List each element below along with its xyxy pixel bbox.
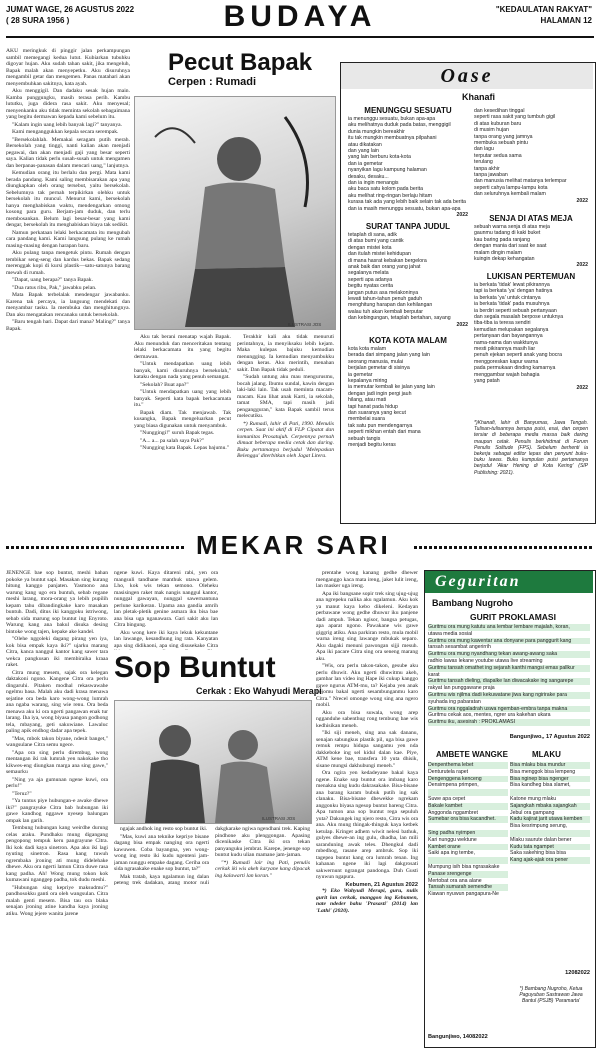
poem-gurit-proklamasi-title: GURIT PROKLAMASI	[470, 612, 556, 622]
poem-surat-tanpa-judul	[348, 222, 468, 328]
cerpen-paragraph: Kemudian orang itu berlalu dan pergi. Mata kami berada pandang. Kami saling membisarakan apa yang diungkapkan oleh orang tersebut, yaitu bersekolah. Sebelumnya tak pernah terpikirkan olehku untuk bersekolah itu muncul. Menurut kami, bersekolah hanya menghabiskan waktu, mendengarkan omong kosong para guru. Berjam-jam duduk, dan terlu membosankan. Belum lagi besar-besar yang kami dengar, bersekolah itu menghabiskan biaya tak sedikit.	[6, 170, 130, 228]
gurit-proklamasi-dateline: Bangunjiwo,, 17 Agustus 2022	[509, 734, 590, 740]
cerpen-paragraph: Mata Bapak terbelalak mendengar jawabanku. Karena tak percaya, ia langsung mendekati dan menyambar tasku. Ia membuka dan menghitungnya. Dan aku mengatakan rencanaku untuk bersekolah.	[6, 292, 130, 318]
cerkak-subtitle: Cerkak : Eko Wahyudi Merapi	[196, 686, 322, 696]
poem-ambete-wangke: Denpenthema lebet Denturutela rapet Dengenggena kenceng Densimpena primpen, Suwe apa cepet Bakale kambet Anggonda nggambret Sumebar ora bisa kacandhet. Sing padha nyimpen Kari nunggu wektune Kambet orane Saiki apa ing tembe, Mumpung isih bisa ngrasakake Panase srengenge Mertobat ora ana alane Tansah sumarah semendhe Kiawan nyuwun pangapura-Ne	[428, 762, 508, 898]
cerkak-paragraph: Tembung hubungan kang weirdhe durung celas araku. Pundhaku mung digangang pengopong tempuk keru pangrayune Citra. Iki kok dadi kaya sinetron. Apa aku iki lagi nyuting sinetron. Rasa kang tuwuh ngrembaka jroning ati mung didelehake dhewe. Aku ora ngerti lamun Citra duwe rasa kang padha. Ah! Wong mung tokon kok kumawani nganggep padha, tok dudu meshi.	[6, 825, 108, 883]
cerpen-column-2	[134, 334, 334, 522]
poem-senja-di-atas-meja	[474, 214, 588, 269]
cerkak-column-2	[114, 570, 218, 650]
poem-year: 2022	[456, 212, 468, 219]
geguritan-author: Bambang Nugroho	[432, 598, 513, 608]
cerpen-illustration	[134, 96, 336, 330]
poem-body: tetaplah di sana, adik di atas bumi yang cantik dengan mistei kota dan itulah mistei kehidupan di mana hasrat kebakan bergelora anak baik dan orang yang jahat segalanya melata seperti apa adanya begitu nyatas cerita jangan putus asa melakoninya lewati tahun-tahun penuh gaduh menghitung harapan dan kehilangan walau tuh akan kembali berputar dan kebingungan, tetaplah bertahan, sayang 2022	[348, 232, 468, 328]
cerkak-paragraph: Apa iki bangsane sopir trek sing ujug-ujug ana ngrepeku nalika aku ngalamun. Aku kok ya manut kaya kebo dikeleni. Kedayan perbawane wong gedhe dhuwur iku panjene dadi ampuh. Tekan ngisor, bangsa petugas, apa aparat ngono. Pawakane wis gawe giggrig atiku. Ana parkiran resto, mula mobil warna ireng sing lawange mbukak separo. Aku dagaki menuni pawongan sijji mesuh. Apa iki pacare Citra sing ora seneng marang aku.	[316, 590, 418, 662]
cerkak-paragraph: "Ning ya aja gumunan ngene kuwi, ora perlu!"	[6, 776, 108, 789]
cerkak-column-3	[114, 826, 310, 1046]
cerkak-column-4	[316, 570, 418, 1038]
cerkak-paragraph: "Mas, mbok takon biyane, ndesit banget," wangsulane Citra semu ngece.	[6, 735, 108, 748]
cerpen-paragraph: "Baru tengah hari. Dapat dari mana? Maling?" tanya Bapak.	[6, 319, 130, 332]
oase-header: Oase	[341, 63, 593, 89]
section-divider-left	[6, 546, 186, 549]
cerpen-paragraph: Aku pulang tanpa mengetuk pintu. Rumah dengan tembikar seng-seng dan kardus bekas. Bapak sedang merenggak kopi di kursi plastik—satu-satunya barang mewah di rumah.	[6, 250, 130, 276]
cerkak-paragraph: Ora ngira yen kedadeyane bakal kaya ngene. Enake sop buntut ora imbang karo menakna sing kudu dakrasakake. Bisa-bisane ana barang karam bubuk putih ing sak clanaku. Bisa-bisane dhewekke ngrekam anggonku biyasa ngesop buntut bareng Citra. Apa tumon ana sop buntut rega sepuluh yuta? Dakungek ing njero resto, Citra wis ora ana. Aku mung thingak-thinguk kaya ketbek ketulap. Kringet adhem wiwit nelesi bathuk, gulyes dhewe-an ing gulu, dhadha, lan mili saranduning awak teles. Dhengkul dadi mbedhog, rasane arep ambruk. Sop iki tagepea buntut kang ora lumrah tenan. Ing kahanan ngene iki lagi dakgrosati sakwernunt ngrangat pandonga. Duh Gusti nyuwun ngapura.	[316, 770, 418, 880]
cerpen-paragraph: "Sekolah? Buat apa?"	[140, 381, 189, 388]
poem-mlaku: Bisa mlaku bisa mundur Bisa menggok bisa lempeng Bisa nginep bisa ngenger Bisa kandheg bisa slamet, Katone mung mlaku Sajangkah mbaka sajangkah Jebul ora gampang Kadu kajirat jarit utawa kemben Bisa kesrimpung serung, Mlaku saurute dalan bener Kudu tata ngampet Saka sakehing bisa bisa Kang ajak-ajak ora pener	[510, 762, 590, 864]
cerpen-paragraph: "Sudah untung aku mau mengurusmu, bocah jalang. Ibumu sundal, kawin dengan laki-laki lain. Tak usah meminta macam-macam. Kau lihat anak Karti, ia sekolah, tamat SMA, tapi masih jadi pengangguran," kata Bapak sambil terus melecutiku.	[237, 374, 334, 419]
cerpen-paragraph: Terakhir kali aku tidak menuruti perintahnya, ia menyiksaku lebih kejam. Maka kulepas bajuku kemudian menungging. Ia kemudian menyambukku dengan keras. Aku merintih, menahan sakit. Dan Bapak tidak peduli.	[237, 334, 334, 373]
cerkak-paragraph: ngajak andhok ing resto sop buntut iki.	[120, 826, 208, 832]
cerpen-paragraph: Namun perkataan lelaki berkacamata itu mengubah cara pandang kami. Kami langsung pulang ke rumah masing-masing dengan harapan baru.	[6, 229, 130, 249]
cerpen-paragraph: Aku tak berani menatap wajah Bapak. Aku menunduk dan menceritakan tentang lelaki berkacamata itu yang begitu dermawan.	[134, 334, 231, 360]
page-title: BUDAYA	[223, 0, 377, 33]
poem-title: SURAT TANPA JUDUL	[365, 222, 451, 231]
poem-lukisan-pertemuan	[474, 272, 588, 391]
section-divider-right	[414, 546, 594, 549]
date-line: JUMAT WAGE, 26 AGUSTUS 2022	[6, 5, 135, 14]
ambete-wangke-dateline: Bangunjiwo, 14082022	[428, 1034, 488, 1040]
cerkak-illustration	[114, 700, 312, 824]
header-meta	[496, 4, 592, 26]
oase-author-bio: *)Khanafi, lahir di Banyumas, Jawa Tengah. Tulisan-tulisannya berupa puisi, esai, dan cerpen tersiar di beberapa media massa baik daring maupun cetak. Penulis berkhidmat di Forum Penulis Solitude (FPS). Sebelum berhenti ia bekerja sebagai editor lepas dan penyunt buku-buku lawas. Buku kumpulan puisi pertamanya berjudul 'Akar Hening di Kota Kering' (SIP Publishing: 2021).	[474, 420, 588, 476]
cerkak-paragraph: "Teruz?"	[12, 790, 32, 797]
cerkak-paragraph: "*) Rumadi lair ing Pati, penulis cerkak iki wis akeh karyane kang dipacak ing kalawarti lan koran."	[215, 859, 310, 879]
cerkak-column-1	[6, 570, 108, 1046]
cerpen-subtitle: Cerpen : Rumadi	[168, 76, 257, 88]
cerkak-paragraph: prentahe wong kanang gedhe dhewer menganggo kaca mata ireng, jaket lulit ireng, lan masker uga ireng.	[316, 570, 418, 589]
page-number: HALAMAN 12	[540, 16, 592, 25]
cerkak-paragraph: Aku ora bisa suwala, wong arep ngganduhe sabenthug rong tembung bae wis kedhisikan meneh.	[316, 709, 418, 729]
cerpen-paragraph: "Nungging kata Bapak. Lepas bajumu."	[140, 445, 230, 451]
cerkak-paragraph: "Wis, ora perlu takon-takon, gesube aku perlu dhuwit. Aku ngerti dhuwitmu akeh, gambar lan video ing Hape iki cukup kanggo gawe ngurus ATM-mu, ta? Kejaba yen anak bojomu bakal ngerti sesambunganmu karo Citra." Nrecel omonge wong sing ana ngero mobil.	[316, 663, 418, 708]
cerkak-paragraph: JENENGE bae sop buntut, meshi bahan pokoke ya buntut sapi. Masakan sing kurang hitung kanggo panjaten. Yasmono ana warung kang ugo era buntuh, sebab regane meshi larang, mora-orang ya lebih pupilih kepam tahu dibandingkake karo masakan buntuh. Dadi, ditus iki kanggoku istriwong, sebab sida marung sop buntut ing Enyroto. Warung kang ana bakul disuka desing bintoke wong tajen, kepake ake kandel.	[6, 570, 108, 635]
poem-body: sebuah warna senja di atas meja gaunmu tadang di kaki buket kau baring pada ranjang dengan mania dari saat ke saat malam dingin malam kuingin dekap kehangatan 2022	[474, 224, 588, 269]
poem-year: 2022	[576, 262, 588, 269]
poem-ambete-wangke-title: AMBETE WANGKE	[436, 750, 508, 759]
couple-illustration	[115, 701, 311, 823]
poem-gurit-proklamasi: Guritmu ora mung katutu ana lembar lembare majalah, koran, utawa media sosial Guritmu ora mung kawentar ana donyane para panggurit kang tansah sesambat angerirrih Guritmu ora mung nyandhang tekan awang-awang saka radhio lawas lekane youtube utawa live streaming Guritmu tansah omathet ing sejarah kanthi mangsi emas pallkur karat Guritmu tansah dieling, diapalke lan diwacakake ing sangarepe rakyat lan punggawane praja Guritmu wis njilma dadi kekuwatane jiwa kang ngirirake para syuhada ing pabaratan Guritmu ora nggaladrah uswa ngemban-embra tanpa makna Guritmu cekak aos, mentes, ngrer ura kakehan ukara Guritmu iku, asesirah : PROKLAMASI	[428, 624, 590, 726]
cerpen-paragraph: Aku menggigil. Dan dadaku sesak hujan main. Kamba punggungku, masih terasa perih. Kambu lututku, juga didera rasa sakit. Aku menyesal; menyenkanku aku tidak meminta sekolah sebagaimana yang begitu dermawan kepada kami sebelum itu.	[6, 88, 130, 120]
poem-body: dan kesedihan tinggal seperti rasa sakit yang tumbuh gigil di atas kuburan baru di musim hujan tanpa orang yang jamnya membuka sebuah pintu dan lagu terputar sedua sama terulang tanpa akhir tanpa jawaban dan manusia melihat matanya terlempar seperti cahya lampu-lampu kota dan seluruhnya kembali malam 2022	[474, 108, 588, 204]
poem-body: ia berkata 'tidak' lewat pikirannya tapi ia berkata 'ya' dengan hatinya ia berkata 'ya' untuk cintanya ia berkata 'tidak' pada musuhnya ia berdiri seperti sebuah pertanyaan dan segala masalah berpose untuknya tiba-tiba ia teresa sendiri kemudian melupakan segalanya pertanyaan dan bayangannya nama-nama dan wakktunya mesti pikirannya masih liar penuh ejekan seperti anak yang bocra menggoreskan kapur warna pada permukaan dinding kamarnya menggambar wajah bahagia yang patah 2022	[474, 282, 588, 391]
poem-body: ia menunggu sesuatu, bukan apa-apa aku melihatnya duduk pada batas, menggigil dunia mungkin bereakhir itu tak mungkin membuatnya pilpahani atau dikatakan dan yang lain yang lain berburu kota-kota dan ia gemetar nyanyikan lagu kampung halaman desaku, desaku... dan ia ingin menangis aku baca satu kolom pada berita aku melihat ring-ringan berlaju hitam kurasa tak ada yang lebih baik selain tak ada berita dan ia masih menunggu sesuatu, bukan apa-apa 2022	[348, 116, 468, 219]
cerkak-paragraph: Aku wong kere iki kaya lekuk kekuntane lan lawange, kesandhung ing rata. Kanyatan apa sing didikaoni, apa sing disusekake Citra	[114, 629, 218, 649]
geguritan-header: Geguritan	[425, 571, 593, 593]
poem-title: LUKISAN PERTEMUAN	[486, 272, 576, 281]
mlaku-dateline: 12082022	[565, 970, 590, 976]
cerpen-paragraph: "Bersekolahlah. Memakai seragam putih merah. Bersekolah yang tinggi, nanti kalian akan menjadi pegawai, dan akan menjadi gaji yang besar seperti saya. Kalian tidak perlu susah-susah untuk mengamen dan berpanas-panasan dalam mencari uang," lanjutnya.	[6, 136, 130, 169]
poem-kota-kota-malam	[348, 336, 468, 449]
cerkak-author-bio: *) Eko Wahyudi Merapi, guru, nulis gurit lan cerkak, manggon ing Kebumen, nate ndeder bahu 'Prasasti' (2014) lan 'Lathi' (2020).	[316, 888, 418, 914]
poem-year: 2022	[576, 197, 588, 204]
poem-title: SENJA DI ATAS MEJA	[489, 214, 573, 223]
poem-title: KOTA KOTA MALAM	[369, 336, 447, 345]
cerpen-paragraph: "Untuk mendapatkan uang lebih banyak, kami disuruhnya bersekolah," kataku dengan nada yang penuh semangat.	[134, 361, 231, 380]
cerkak-illustrator-credit: ILUSTRASI JOS	[262, 816, 296, 821]
cerkak-paragraph: "Hubungan sing kepriye maksudmu?" pandhosokku ganti ora oleh wangsulan. Citra malah genti mesem. Bisa tau ora blaka senajan jroning atine kandha kaya jroning atiku. Wong jejere wanita jarene	[6, 884, 108, 917]
cerpen-paragraph: "A... a... pa salah saya Pak?"	[140, 437, 205, 444]
cerkak-paragraph: "Ya tuntus piye hubungan-e awake dhewe iki?" pangrayuke Citra bab hubungan iki gawe kandhog nggawe nyesep balungan ompak lan garih.	[6, 798, 108, 824]
cerpen-paragraph: "Dua ratus ribu, Pak," jawabku pelan.	[12, 284, 97, 291]
cerpen-paragraph: AKU meringkuk di pinggir jalan perkampungan sambil memegangi kedua lutut. Kubiarkan tubuhku digoyar hujan. Aku sudah tahan sakit, jika mengeluh, Bapak malah akan menyepetku. Aku disuruhnya mengambil getar dan mengemen. Panas matahari akan menyembuhkan sakitnya, kata ayah.	[6, 48, 130, 87]
cerkak-title: Sop Buntut	[114, 651, 276, 684]
cerkak-paragraph: "Olehe nggoleki dagang pirang yen iya, kok bisa empak kaya iki?" ujarku marang Citra, kanca nanggul kantor kang sawer tara wekca pangkusan iki membiraika kraaa raket.	[6, 636, 108, 668]
cerpen-author-bio: *) Rumadi, lahir di Pati, 1990. Menulis cerpen. Saat ini aktif di FLP Cipatat dan komunitas Prosatujuh. Cerpennya pernah dimuat beberapa media cetak dan daring. Buku pertamanya berjudul 'Melepaskan Belenggu' diterbitkan oleh Jagat Litera.	[237, 420, 334, 459]
cerpen-paragraph: "Dapat, uang berapa?" tanya Bapak.	[12, 277, 93, 283]
poem-title: MENUNGGU SESUATU	[364, 106, 452, 115]
mekar-sari-title: MEKAR SARI	[196, 530, 391, 560]
poem-year: 2022	[456, 321, 468, 328]
cerpen-paragraph: "Nunggingi!" suruh Bapak tegas.	[140, 430, 215, 436]
cerpen-paragraph: "Kalam ingin uang lebih banyak lagi?" tanyanya.	[12, 121, 123, 128]
cerpen-column-1	[6, 48, 130, 522]
header-rule	[6, 36, 594, 38]
cerkak-paragraph: "Apa ora sing perlu dirembug, wong mentangan iki rak lumrah yen nakokake tho kikwes-eng diungkan marga ana sing gawe," semaurku	[6, 749, 108, 775]
poem-body: kota kota malam berada dari simpang jalan yang lain seorang manusia, mulai berjalan gemetar di sisinya ia gemetar kepalanya miring ia memutar kembali ke jalan yang lain dengan jadi ingin pergi jauh hilang, atau mati tapi hanat pada hidup dan suaranya yang kecut membelai suara tak satu pun mendengarnya seperti mikhan entah dari mana sebuah tangis menjadi begitu keras	[348, 346, 435, 449]
poem-menunggu-sesuatu	[348, 106, 468, 219]
cerkak-paragraph: Mak tratab, kaya ngalamun ing dalan peteng trek dadakan, atang motor nuli dakgkarake ngiwa ngendhani trek. Kaping pindhone aku plenggongan. Apasing dicenikaske Citra iki ora tekan panyanguku jembrat. Karepe, jenenge sop buntut kudu ulian mamane jam-jaman.	[114, 826, 310, 886]
cerpen-paragraph: "Untuk mendapatkan uang yang lebih banyak. Seperti kata bapak berkacamata itu."	[134, 389, 231, 408]
cerkak-paragraph: Citra mung mesem, sajak ora kelegan daktakoni ngono. Kangene Citra ora perlu dingaruhi. Pitaken modhal rekaswawahe ngelmu basa. Malah aku dadi krasa menawa sejatine ora beda karo wong-wong lumrah ana ngaba warang, sing wie renu. Ora beda menawa aku ki ora ngerti pangawan enak tur larang. Iha iya, wong biyasa pangon godhong tela, mbayang, geti sakuwiane. Lawaluc paling apik endhog dadar apa tepek.	[6, 669, 108, 734]
newspaper-slogan: "KEDAULATAN RAKYAT"	[495, 5, 592, 14]
cerkak-paragraph: ngene kuwi. Kaya ditareni rabi, yen ora mangsuli tandhane manthuk utawa gelem. Lho, kok wis tekan semono. Oleheku masisingen raket mak nangis nanggul kantor, nunggal gawayan, nunggal sawernantuna perlune karikeran. Upama ana gandia amrih lan pletak-pletik genine asmara iku bisa bae ana bisa uga nganawara. Gari sakit aku lan Citra bingung.	[114, 570, 218, 628]
cerkak-paragraph: "Iki siji meneh, sing ana sak dananu, senajan sabungkus plastik pil, uga bisa gawe remuk rempu hidupa sangamu yen nda dakkeboke ing sel kidul dalan kae. Piye, ATM kene bae, transfera 10 yuta dhisik, sisane mungsi dakhubungi meneh."	[316, 730, 418, 769]
boy-crying-illustration	[135, 97, 335, 329]
oase-author: Khanafi	[462, 92, 496, 102]
cerkak-paragraph: "Mas, kuwi ana teknike kepriye bisane dagang bisa empak nanging ora ngerti kawuwen. Coba bayangna, yen wong-wong ing resto iki kudu ngenteni jam-jaman nunggu empake dagang. Ceriha ora sida ngrasakake enake sop buntut, ta?"	[114, 833, 209, 872]
hijri-date-line: ( 28 SURA 1956 )	[6, 16, 70, 25]
poem-mlaku-title: MLAKU	[532, 750, 561, 759]
cerpen-paragraph: Kami menganggukkan kepala secara serempak.	[12, 129, 119, 135]
cerkak-dateline: Kebumen, 21 Agustus 2022	[345, 881, 418, 888]
cerpen-title: Pecut Bapak	[168, 49, 313, 76]
poem-year: 2022	[576, 384, 588, 391]
geguritan-author-bio: *) Bambang Nugroho, Ketua Paguyuban Sastrawan Jawa Bantul (PSJB) 'Paramarta'	[519, 986, 583, 1005]
cerpen-paragraph: Bapak diam. Tak menjawab. Tak kusangka, Bapak mengeluarkan pecut yang biasa digunakan untuk menyambuk.	[134, 409, 231, 429]
cerpen-illustrator-credit: ILUSTRASI JOS	[288, 322, 322, 327]
poem-kota-kota-malam-continued	[474, 108, 588, 204]
